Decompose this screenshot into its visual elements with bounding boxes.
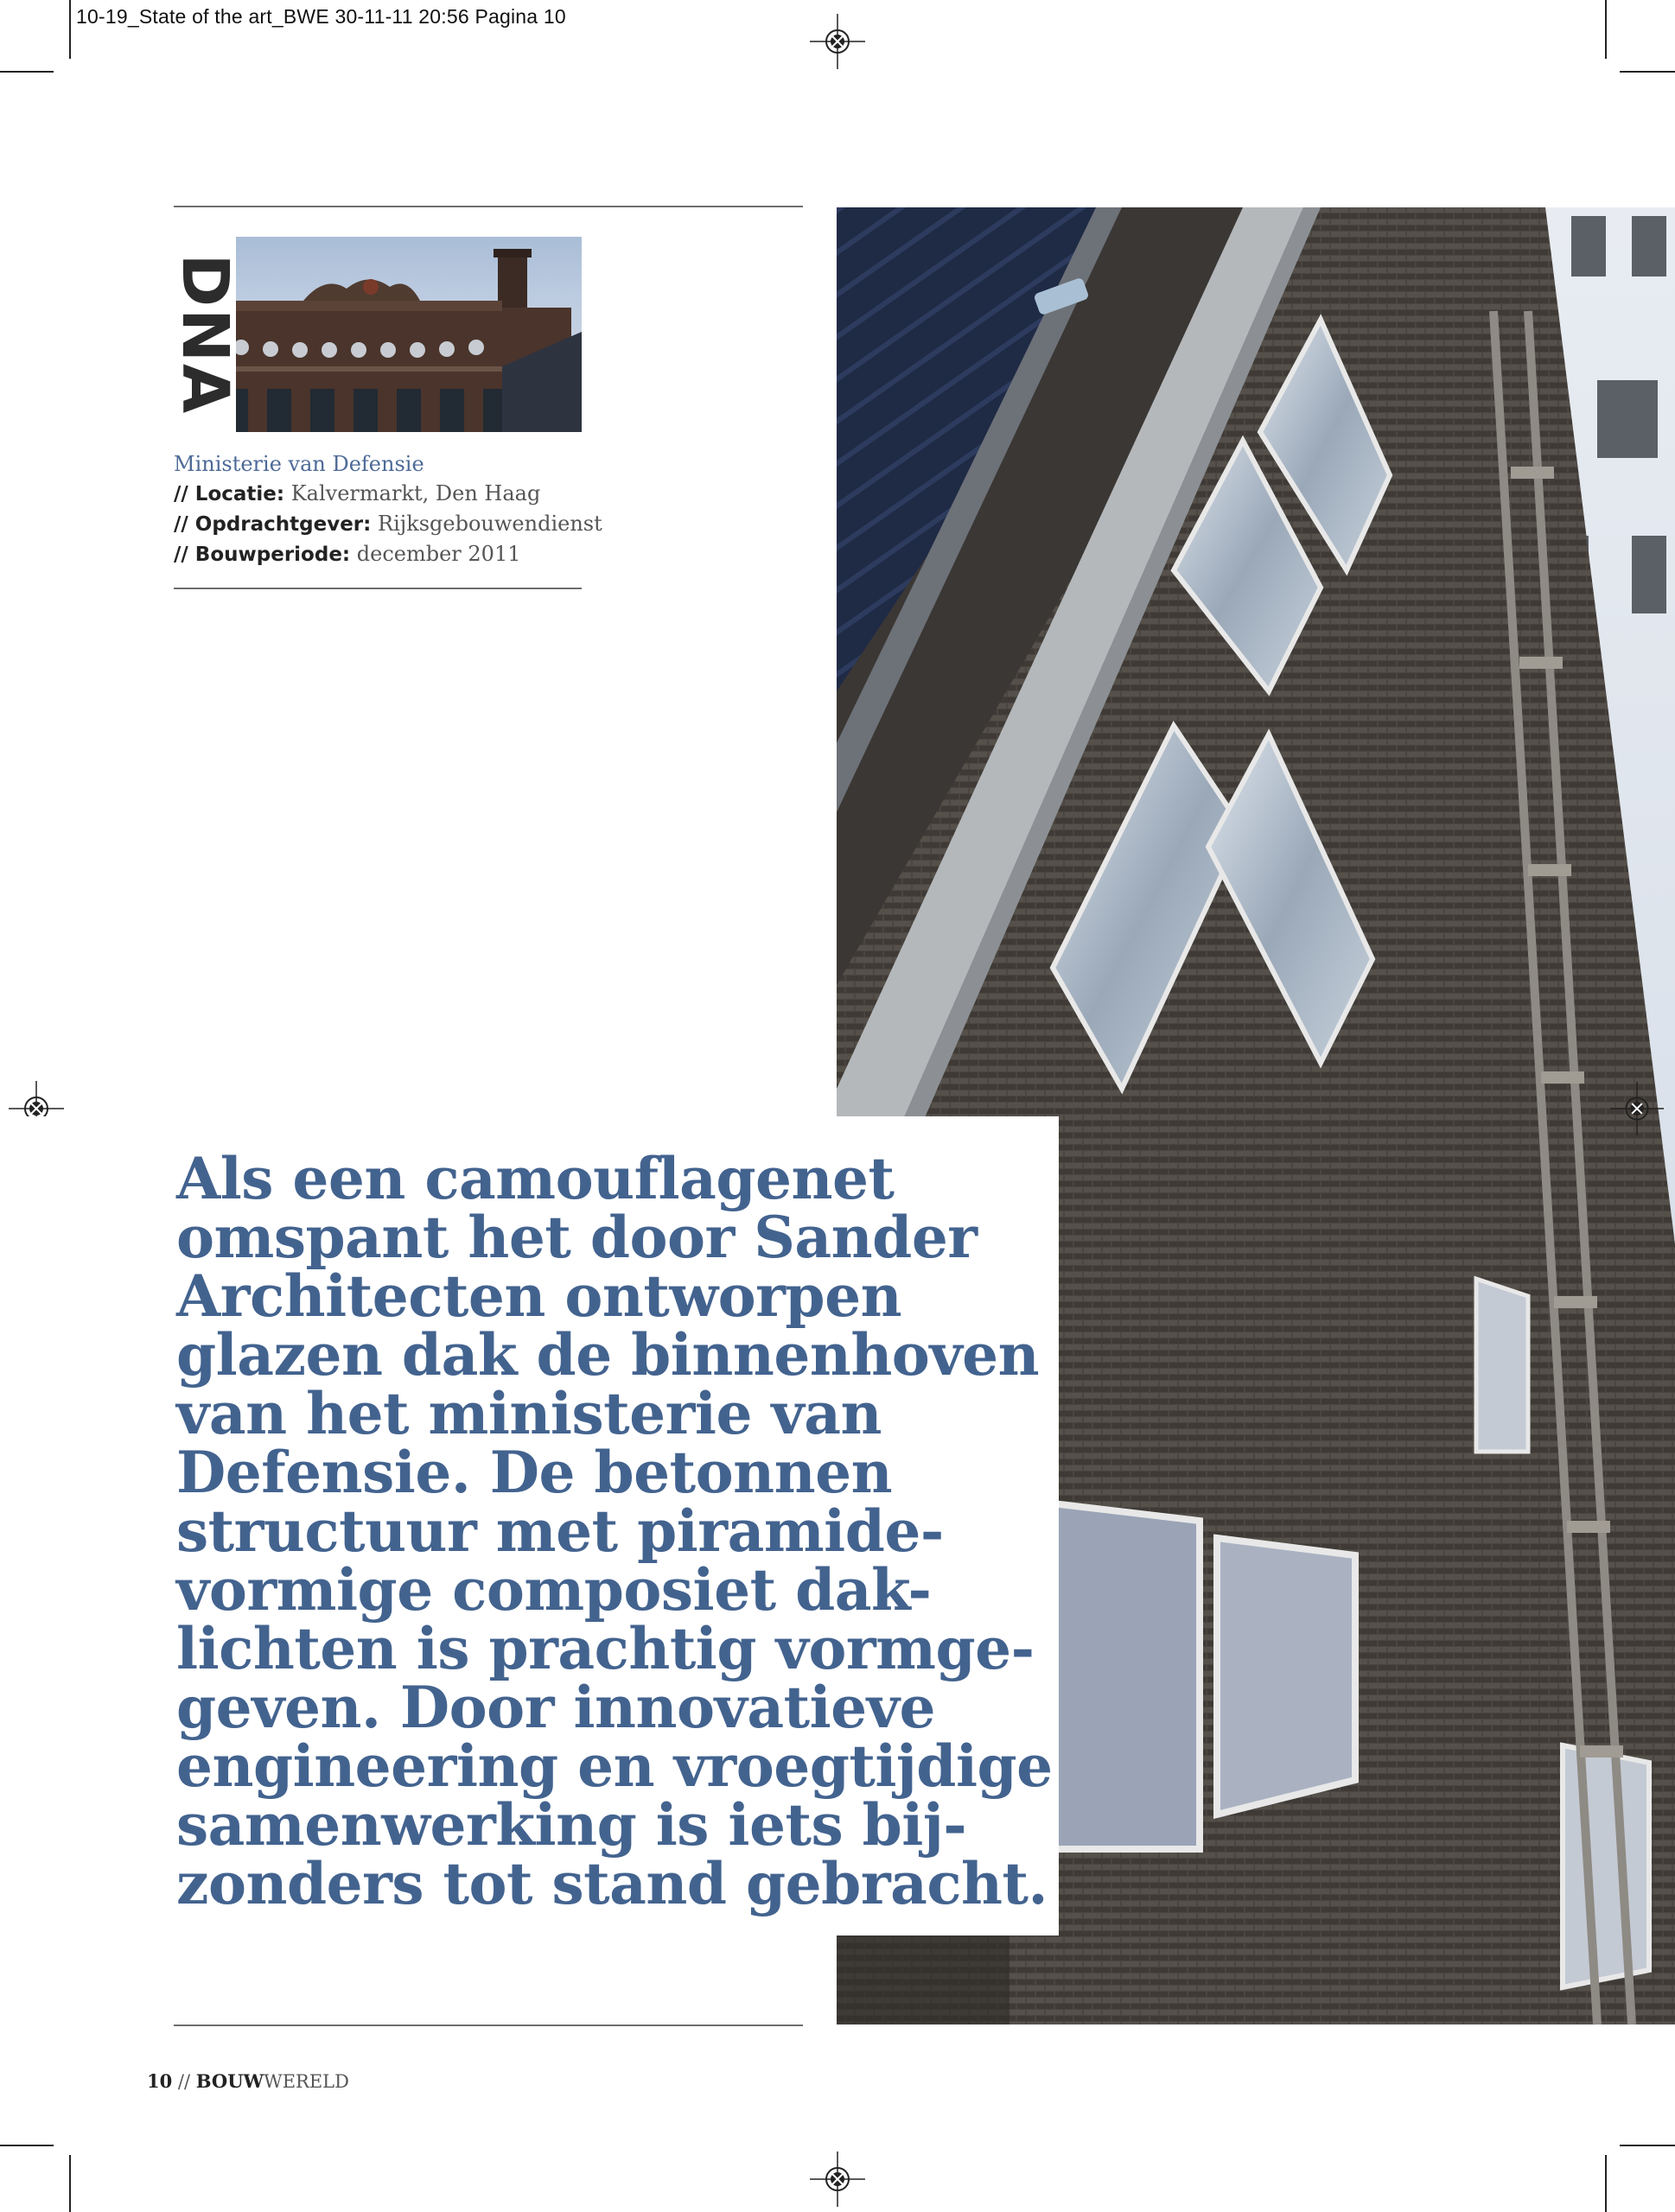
info-key: // Locatie: [174, 483, 285, 505]
info-value: Rijksgebouwendienst [378, 512, 602, 536]
registration-mark-right [1610, 1082, 1664, 1135]
quote-line: structuur met piramide- [176, 1497, 944, 1565]
dna-label-text: DNA [168, 253, 242, 416]
quote-line: glazen dak de binnenhoven [176, 1321, 1040, 1389]
info-row-client [174, 509, 602, 539]
info-row-period [174, 539, 589, 569]
crop-mark-bottom-right-h [1620, 2145, 1675, 2146]
crop-mark-bottom-left-v [69, 2155, 71, 2212]
quote-line: zonders tot stand gebracht. [176, 1850, 1048, 1917]
quote-line: vormige composiet dak- [176, 1556, 932, 1624]
top-rule [174, 206, 803, 207]
page-number: 10 [147, 2070, 173, 2092]
info-value: december 2011 [356, 542, 521, 566]
quote-line: Als een camouflagenet [176, 1145, 895, 1212]
magazine-name-bold: BOUW [195, 2070, 264, 2092]
footer-separator: // [177, 2071, 191, 2092]
print-slug: 10-19_State of the art_BWE 30-11-11 20:56 Pagina 10 [76, 5, 566, 28]
info-key: // Opdrachtgever: [174, 513, 372, 536]
pull-quote [176, 1145, 1054, 1917]
crop-mark-top-right-v [1605, 0, 1607, 59]
info-bottom-rule [174, 588, 582, 589]
quote-line: lichten is prachtig vormge- [176, 1615, 1035, 1682]
info-key: // Bouwperiode: [174, 543, 351, 566]
quote-line: Architecten ontworpen [176, 1262, 902, 1330]
quote-line: Defensie. De betonnen [176, 1439, 893, 1506]
project-name: Ministerie van Defensie [174, 452, 424, 476]
crop-mark-top-left-h [0, 71, 54, 73]
project-info [174, 449, 602, 569]
bottom-rule [174, 2024, 803, 2026]
registration-mark-top [810, 14, 865, 69]
crop-mark-bottom-right-v [1605, 2155, 1607, 2212]
registration-mark-bottom [810, 2152, 865, 2207]
quote-line: geven. Door innovatieve [176, 1674, 936, 1741]
quote-line: van het ministerie van [176, 1380, 882, 1447]
dna-vertical-label [168, 237, 242, 432]
quote-line: samenwerking is iets bij- [176, 1791, 967, 1859]
crop-mark-top-left-v [69, 0, 71, 59]
info-value: Kalvermarkt, Den Haag [290, 481, 541, 505]
info-row-location [174, 479, 589, 509]
crop-mark-bottom-left-h [0, 2145, 54, 2146]
quote-line: omspant het door Sander [176, 1204, 978, 1271]
crop-mark-top-right-h [1620, 71, 1675, 73]
magazine-name-light: WERELD [264, 2071, 349, 2092]
page-footer [147, 2070, 349, 2092]
quote-line: engineering en vroegtijdige [176, 1732, 1053, 1800]
